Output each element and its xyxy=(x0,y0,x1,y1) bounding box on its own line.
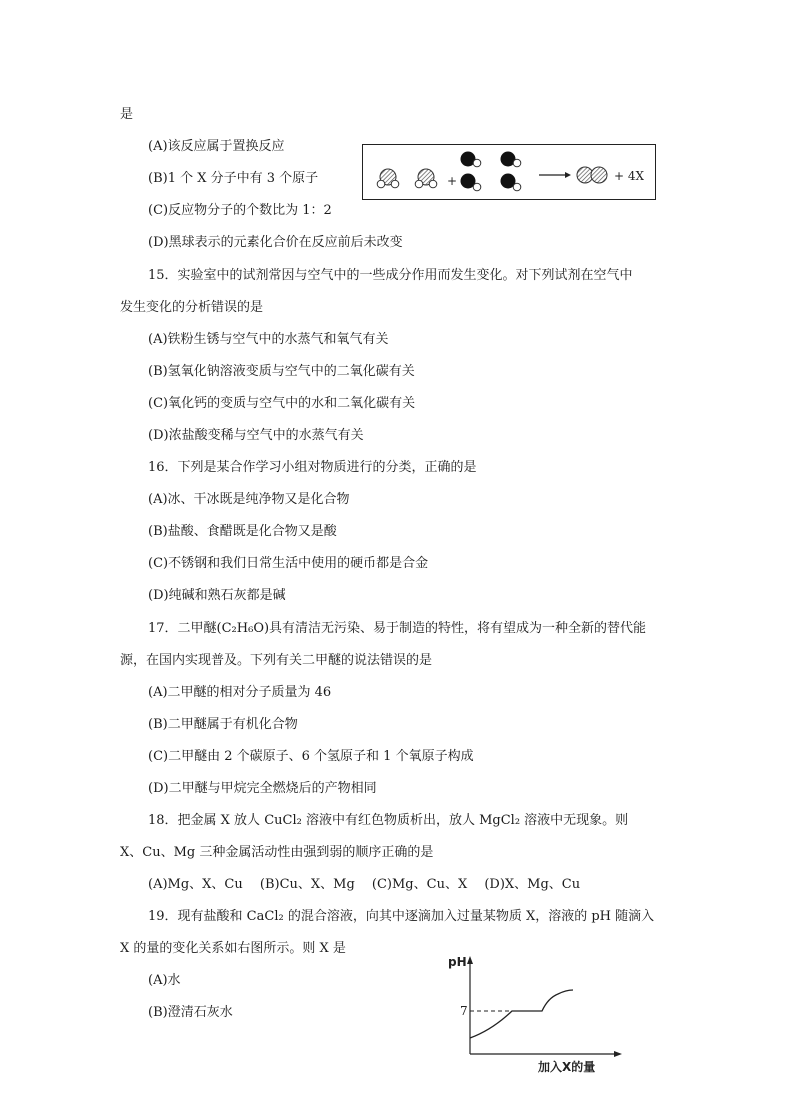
text-line: 是 xyxy=(120,107,134,122)
text-line: (B)澄清石灰水 xyxy=(148,1005,233,1020)
text-line: 发生变化的分析错误的是 xyxy=(120,300,264,315)
text-line: (D)浓盐酸变稀与空气中的水蒸气有关 xyxy=(148,428,364,443)
x-axis-arrow xyxy=(614,1051,622,1057)
x-axis-label: 加入X的量 xyxy=(538,1060,596,1074)
reaction-diagram xyxy=(362,144,656,200)
ph-graph xyxy=(440,950,630,1080)
text-line: (D)黑球表示的元素化合价在反应前后未改变 xyxy=(148,235,403,250)
text-line: (D)二甲醚与甲烷完全燃烧后的产物相同 xyxy=(148,781,377,796)
text-line: (B)1 个 X 分子中有 3 个原子 xyxy=(148,171,319,186)
reaction-svg xyxy=(363,145,654,198)
text-line: 19．现有盐酸和 CaCl₂ 的混合溶液，向其中逐滴加入过量某物质 X，溶液的 pH 随滴入 xyxy=(148,909,655,924)
text-line: (A)Mg、X、Cu (B)Cu、X、Mg (C)Mg、Cu、X (D)X、Mg、Cu xyxy=(148,877,581,892)
ph-curve xyxy=(470,990,573,1038)
reactant-molecule-6 xyxy=(501,174,521,191)
plus-sign: + xyxy=(447,174,458,188)
text-line: 15．实验室中的试剂常因与空气中的一些成分作用而发生变化。对下列试剂在空气中 xyxy=(148,268,633,283)
ph-7-tick: 7 xyxy=(460,1004,468,1018)
text-line: (C)二甲醚由 2 个碳原子、6 个氢原子和 1 个氧原子构成 xyxy=(148,749,474,764)
text-line: (A)二甲醚的相对分子质量为 46 xyxy=(148,685,332,700)
reactant-molecule-2 xyxy=(415,169,437,188)
text-line: 17．二甲醚(C₂H₆O)具有清洁无污染、易于制造的特性，将有望成为一种全新的替代能 xyxy=(148,621,647,636)
text-line: (A)该反应属于置换反应 xyxy=(148,139,285,154)
text-line: 源，在国内实现普及。下列有关二甲醚的说法错误的是 xyxy=(120,653,433,668)
text-line: (B)氢氧化钠溶液变质与空气中的二氧化碳有关 xyxy=(148,364,415,379)
reactant-molecule-5 xyxy=(461,174,481,191)
text-line: 16．下列是某合作学习小组对物质进行的分类，正确的是 xyxy=(148,460,477,475)
reactant-molecule-3 xyxy=(461,152,481,167)
text-line: (C)不锈钢和我们日常生活中使用的硬币都是合金 xyxy=(148,556,429,571)
text-line: X、Cu、Mg 三种金属活动性由强到弱的顺序正确的是 xyxy=(120,845,434,860)
product-suffix: + 4X xyxy=(614,169,645,183)
y-axis-arrow xyxy=(467,956,473,964)
ph-graph-svg xyxy=(440,950,630,1080)
product-molecule xyxy=(577,167,607,183)
text-line: 18．把金属 X 放人 CuCl₂ 溶液中有红色物质析出，放人 MgCl₂ 溶液中无现象。则 xyxy=(148,813,629,828)
text-line: (D)纯碱和熟石灰都是碱 xyxy=(148,588,286,603)
y-axis-label: pH xyxy=(448,955,467,969)
text-line: (A)铁粉生锈与空气中的水蒸气和氧气有关 xyxy=(148,332,389,347)
reaction-arrow xyxy=(539,172,571,178)
text-line: (C)氧化钙的变质与空气中的水和二氧化碳有关 xyxy=(148,396,416,411)
text-line: (C)反应物分子的个数比为 1：2 xyxy=(148,203,332,218)
text-line: (A)水 xyxy=(148,973,181,988)
reactant-molecule-4 xyxy=(501,152,521,167)
text-line: (B)盐酸、食醋既是化合物又是酸 xyxy=(148,524,337,539)
text-line: X 的量的变化关系如右图所示。则 X 是 xyxy=(120,941,346,956)
reactant-molecule-1 xyxy=(377,169,399,188)
text-line: (B)二甲醚属于有机化合物 xyxy=(148,717,298,732)
text-line: (A)冰、干冰既是纯净物又是化合物 xyxy=(148,492,350,507)
